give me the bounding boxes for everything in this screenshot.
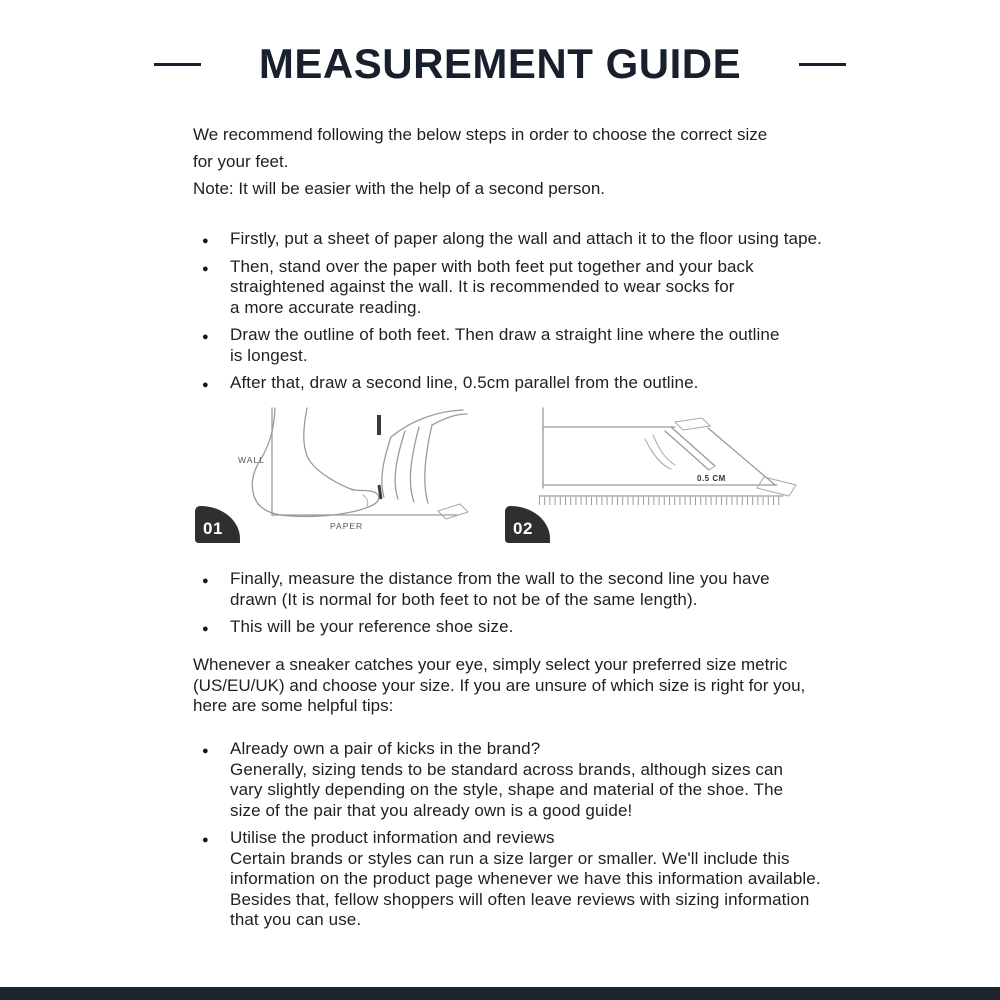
tip-item	[193, 828, 893, 931]
sizing-intro-text: Whenever a sneaker catches your eye, simply select your preferred size metric (US/EU/UK) and choose your size. If you are unsure of which size is right for you, here are some helpful tips:	[193, 655, 806, 715]
tip-body: Generally, sizing tends to be standard across brands, although sizes can vary slightly depending on the style, shape and material of the shoe. The size of the pair that you already own is a good guide!	[230, 759, 784, 820]
wall-label: WALL	[238, 455, 265, 465]
step-item: ● Draw the outline of both feet. Then draw a straight line where the outline is longest.	[193, 325, 893, 366]
title-dash-left	[154, 63, 201, 66]
title-dash-right	[799, 63, 846, 66]
tip-title: ● Already own a pair of kicks in the brand?	[230, 739, 541, 758]
step-badge-number: 01	[203, 519, 223, 538]
page-title: MEASUREMENT GUIDE	[258, 40, 742, 87]
tip-item	[193, 739, 893, 821]
figure-second-line	[505, 403, 845, 553]
tip-body: Certain brands or styles can run a size larger or smaller. We'll include this information on the product page whenever we have this information available. Besides that, fellow shoppers will often leave reviews with sizing information that you can use.	[230, 848, 821, 929]
note-text: Note: It will be easier with the help of a second person.	[193, 179, 606, 198]
distance-label: 0.5 CM	[697, 474, 726, 483]
ruler-line-illustration	[505, 403, 845, 548]
result-item: ● Finally, measure the distance from the wall to the second line you have drawn (It is normal for both feet to not be of the same length).	[193, 569, 893, 610]
paper-label: PAPER	[330, 521, 364, 531]
step-item: ● Then, stand over the paper with both feet put together and your back straightened against the wall. It is recommended to wear socks for a more accurate reading.	[193, 257, 893, 319]
tip-title: ● Utilise the product information and reviews	[230, 828, 555, 847]
tips-list	[193, 739, 893, 938]
foot-against-wall-illustration	[195, 403, 485, 548]
step-item: ● After that, draw a second line, 0.5cm parallel from the outline.	[193, 373, 893, 394]
steps-list	[193, 229, 893, 401]
results-list	[193, 569, 893, 645]
footer-bar	[0, 987, 1000, 1000]
step-badge-number: 02	[513, 519, 533, 538]
result-item: ● This will be your reference shoe size.	[193, 617, 893, 638]
intro-text: We recommend following the below steps in order to choose the correct size for your feet.	[193, 125, 768, 171]
step-item: ● Firstly, put a sheet of paper along the wall and attach it to the floor using tape.	[193, 229, 893, 250]
page-header	[0, 40, 1000, 88]
